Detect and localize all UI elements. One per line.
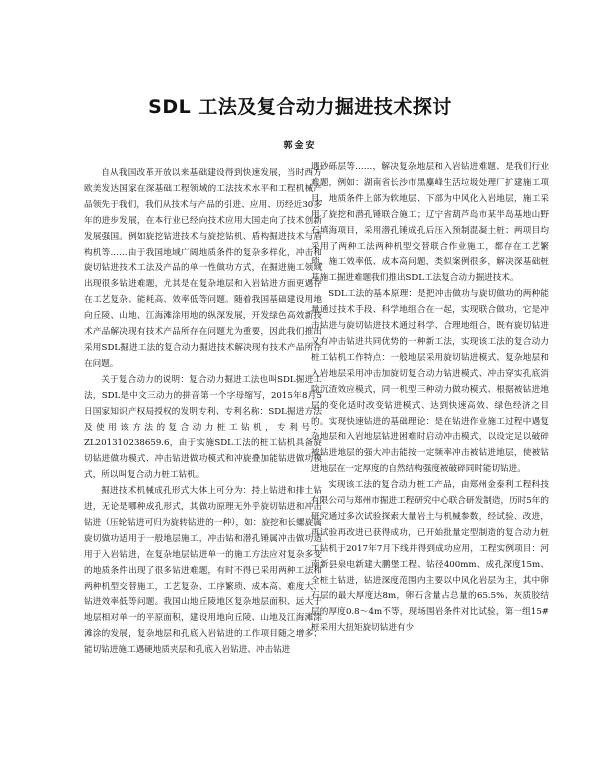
- paragraph: 实现该工法的复合动力桩工产品，由郑州金泰利工程科技有限公司与郑州市掘进工程研究中心联合研发制造，历时5年的研究通过多次试验探索大量岩土与机械参数，经试验、改进，再试验再改进已获得成功，已开始批量定型制造的复合动力桩工钻机于2017年7月下线并得到成功应用，工程实例项目：河南新县泉电新建大鹏堡工程、钻径400mm、成孔深度15m、全桩土钻进，钻进深度范围内主要以中风化岩层为主，其中卵石层的最大厚度达8m，卵石含量占总量的65.5%、灰质胶结层的厚度0.8～4m不等，现场围岩条件对比试验，第一组15#桩采用大扭矩旋切钻进有少: [311, 480, 549, 634]
- right-column: [311, 160, 549, 766]
- paragraph: SDL工法的基本原理：是把冲击做功与旋切做功的两种能量通过技术手段、科学地组合在一起，实现联合做功，它是冲击钻进与旋切钻进技术通过科学、合理地组合，既有旋切钻进又有冲击钻进共同优势的一种新工法，实现该工法的复合动力桩工钻机工作特点：一般地层采用旋切钻进模式、复杂地层和入岩地层采用冲击加旋切复合动力钻进模式、冲击穿实孔底消除沉渣效应模式，同一机型三种动力做功模式、根据被钻进地层的变化适时改变钻进模式、达到快速高效、绿色经济之目的。实现快速钻进的基础理论：是在钻进作业施工过程中遇复杂地层和入岩地层钻进困难时启动冲击模式，以设定足以破碎被钻进地层的强大冲击能按一定频率冲击被钻进地层，使被钻进地层在一定厚度的自然结构强度被破碎同时能切钻进。: [311, 289, 549, 475]
- paragraph: 遇砂砾层等……，解决复杂地层和入岩钻进难题、是我们行业难题，例如：湖南省长沙市黑麋峰生活垃圾处理厂扩建施工项目，地质条件上部为软地层、下部为中风化入岩地层，施工采用了旋挖和潜孔锤联合施工；辽宁省葫芦岛市某半岛基地山野石填海项目，采用潜孔锤成孔后压入预制混凝土桩；两项目均采用了两种工法两种机型交替联合作业施工，都存在工艺繁琐、施工效率低、成本高问题，类似案例很多，解决深基础桩基施工掘进难题我们推出SDL工法复合动力掘进技术。: [311, 162, 549, 284]
- paragraph: 关于复合动力的说明：复合动力掘进工法也叫SDL掘进工法，SDL是中文三动力的拼音第一个字母缩写，2015年8月5日国家知识产权局授权的发明专利、专利名称：SDL掘进方法及使用该方法的复合动力桩工钻机，专利号：ZL201310238659.6，由于实施SDL工法的桩工钻机具备旋切钻进做功模式、冲击钻进做功模式和冲旋叠加能钻进做功模式，所以叫复合动力桩工钻机。: [84, 374, 322, 481]
- paragraph: 掘进技术机械成孔形式大体上可分为：持上钻进和排土钻进，无论是哪种成孔形式，其做功原理无外乎旋切钻进和冲击钻进（压轮钻进可归为旋转钻进的一种），如：旋挖和长螺旋属旋切做功适用于一般地层施工，冲击钻和潜孔锤属冲击做功适用于入岩钻进，在复杂地层钻进单一的施工方法应对复杂多变的地质条件出现了很多钻进难题，有时不得已采用两种工法和两种机型交替施工，工艺复杂、工序繁琐、成本高、难度大、钻进效率低等问题。我国山地丘陵地区复杂地层面积、远大于地层相对单一的平原面积，建设用地向丘陵、山地及江海滩涂滩涂的发展，复杂地层和孔底入岩钻进的工作项目随之增多；能切钻进施工遇硬地质夹层和孔底入岩钻进、冲击钻进: [84, 486, 322, 656]
- article-title: SDL 工法及复合动力掘进技术探讨: [148, 96, 452, 118]
- paragraph: 自从我国改革开放以来基础建设得到快速发展，当时西方欧美发达国家在深基础工程领域的工法技术水平和工程机械产品领先于我们，我们从技术与产品的引进、应用、历经近30多年的进步发展，在本行业已经向技术应用大国走向了技术创新发展强国。例如旋挖钻进技术与旋挖钻机、盾构掘进技术与盾构机等……由于我国地域广阔地质条件的复杂多样化，冲击和旋切钻进技术工法及产品的单一性做功方式，在掘进施工领域出现很多钻进难题，尤其是在复杂地层和入岩钻进方面更遇存在工艺复杂、能耗高、效率低等问题。随着我国基础建设用地向丘陵、山地、江海滩涂用地的纵深发展，开发绿色高效新技术产品解决现有技术产品所存在问题尤为重要，因此我们推出采用SDL掘进工法的复合动力掘进技术解决现有技术产品所存在问题。: [84, 168, 322, 369]
- article-author: 郭金安: [283, 141, 317, 151]
- left-column: [84, 166, 322, 766]
